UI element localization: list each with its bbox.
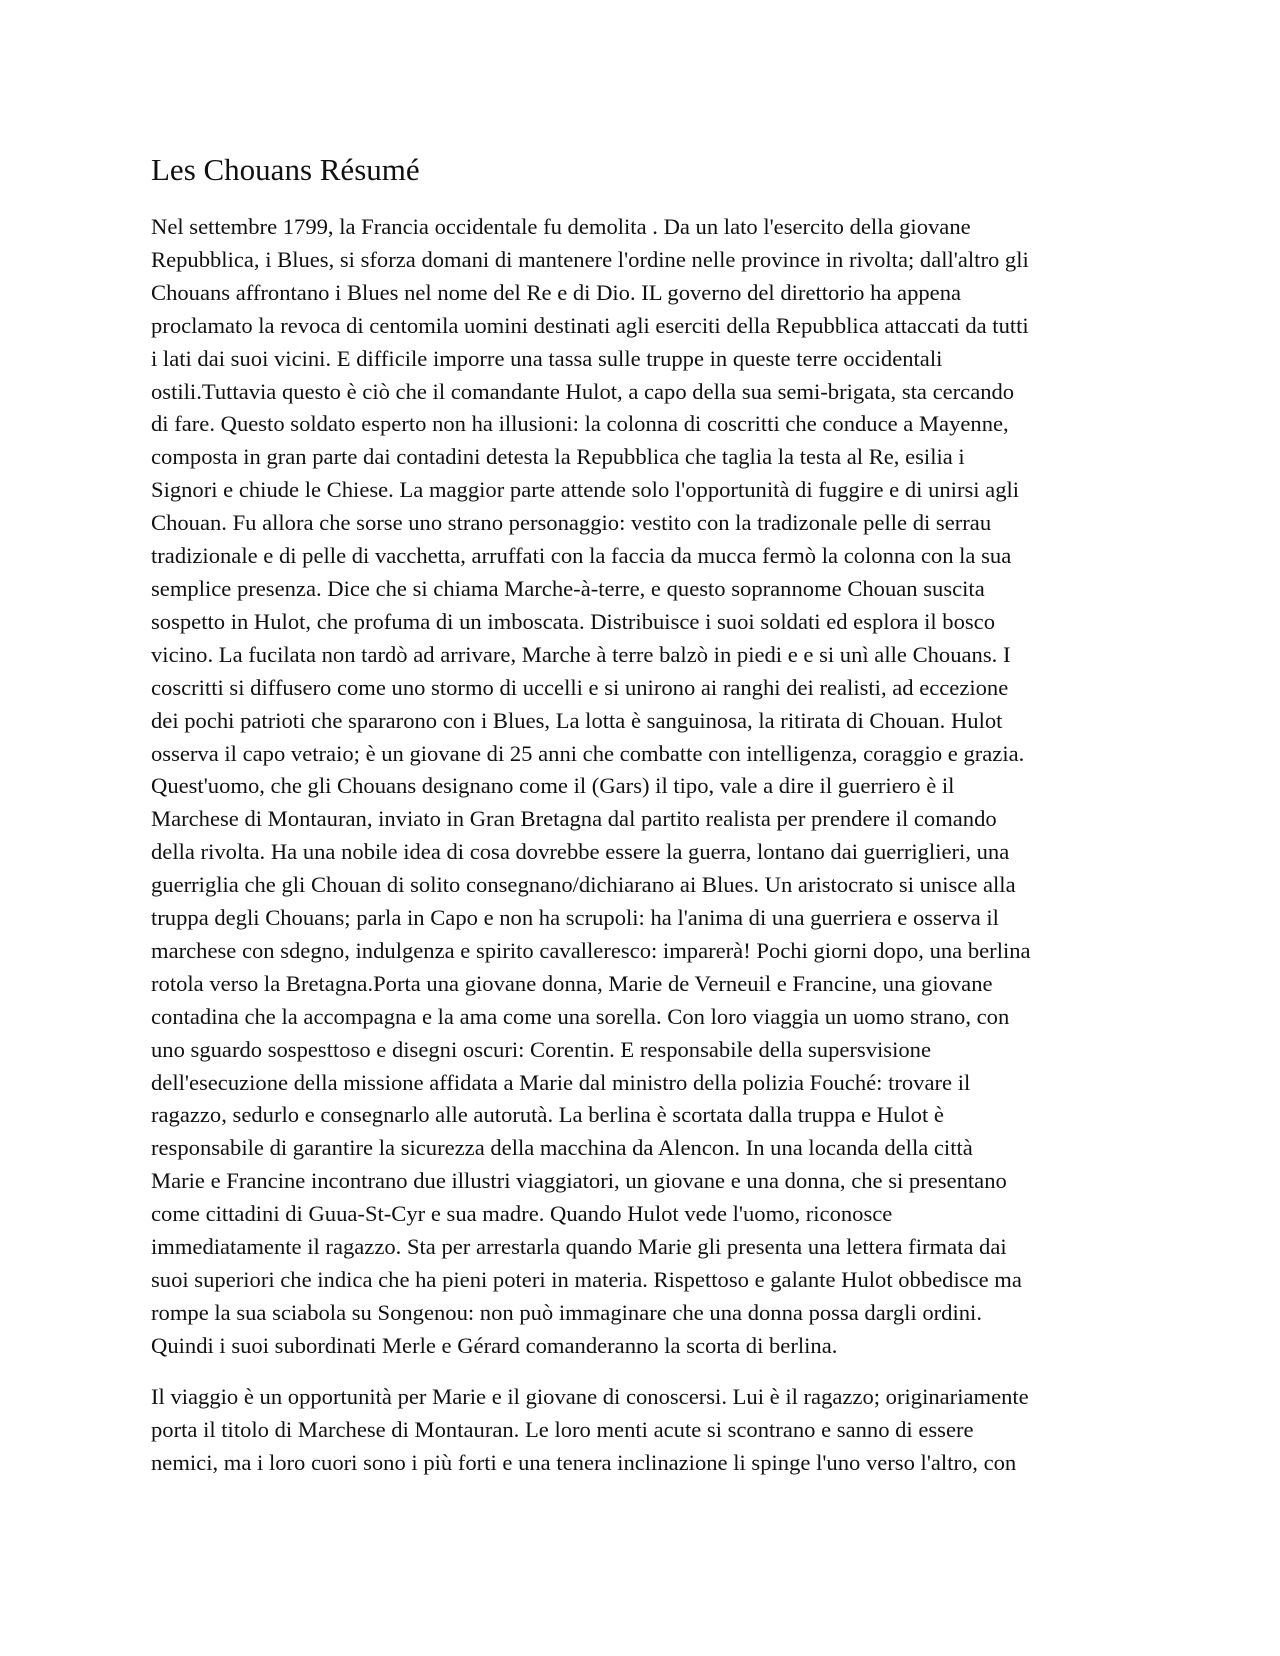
- text-line: uno sguardo sospesttoso e disegni oscuri: Corentin. E responsabile della supersvisione: [151, 1036, 931, 1062]
- text-line: sospetto in Hulot, che profuma di un imboscata. Distribuisce i suoi soldati ed esplora il bosco: [151, 608, 995, 634]
- text-line: Nel settembre 1799, la Francia occidentale fu demolita . Da un lato l'esercito della giovane: [151, 214, 971, 239]
- text-line: Signori e chiude le Chiese. La maggior parte attende solo l'opportunità di fuggire e di unirsi agli: [151, 477, 1020, 503]
- text-line: contadina che la accompagna e la ama come una sorella. Con loro viaggia un uomo strano, con: [151, 1003, 1010, 1029]
- text-line: Quest'uomo, che gli Chouans designano come il (Gars) il tipo, vale a dire il guerriero è il: [151, 773, 955, 799]
- text-line: tradizionale e di pelle di vacchetta, arruffati con la faccia da mucca fermò la colonna con la sua: [151, 543, 1012, 569]
- document-title: Les Chouans Résumé: [151, 152, 420, 187]
- paragraph: [151, 211, 1138, 1363]
- text-line: semplice presenza. Dice che si chiama Marche-à-terre, e questo soprannome Chouan suscita: [151, 575, 985, 601]
- text-line: truppa degli Chouans; parla in Capo e non ha scrupoli: ha l'anima di una guerriera e osserva il: [151, 905, 999, 931]
- text-line: Chouans affrontano i Blues nel nome del Re e di Dio. IL governo del direttorio ha appena: [151, 279, 962, 305]
- text-line: come cittadini di Guua-St-Cyr e sua madre. Quando Hulot vede l'uomo, riconosce: [151, 1201, 893, 1227]
- text-line: marchese con sdegno, indulgenza e spirito cavalleresco: imparerà! Pochi giorni dopo, una berlina: [151, 937, 1031, 963]
- text-line: dell'esecuzione della missione affidata a Marie dal ministro della polizia Fouché: trovare il: [151, 1069, 971, 1095]
- text-line: coscritti si diffusero come uno stormo di uccelli e si unirono ai ranghi dei realisti, ad eccezione: [151, 674, 1009, 700]
- text-line: osserva il capo vetraio; è un giovane di 25 anni che combatte con intelligenza, coraggio e grazia.: [151, 740, 1025, 766]
- text-line: Il viaggio è un opportunità per Marie e il giovane di conoscersi. Lui è il ragazzo; originariamente: [151, 1383, 1029, 1409]
- text-line: nemici, ma i loro cuori sono i più forti e una tenera inclinazione li spinge l'uno verso l'altro, con: [151, 1449, 1017, 1475]
- text-line: porta il titolo di Marchese di Montauran. Le loro menti acute si scontrano e sanno di essere: [151, 1416, 974, 1442]
- text-line: guerriglia che gli Chouan di solito consegnano/dichiarano ai Blues. Un aristocrato si unisce alla: [151, 872, 1016, 898]
- text-line: Marie e Francine incontrano due illustri viaggiatori, un giovane e una donna, che si presentano: [151, 1168, 1007, 1194]
- text-line: dei pochi patrioti che spararono con i Blues, La lotta è sanguinosa, la ritirata di Chouan. Hulot: [151, 707, 1003, 733]
- text-line: Quindi i suoi subordinati Merle e Gérard comanderanno la scorta di berlina.: [151, 1332, 838, 1358]
- text-line: Marchese di Montauran, inviato in Gran Bretagna dal partito realista per prendere il comando: [151, 806, 997, 832]
- text-line: ostili.Tuttavia questo è ciò che il comandante Hulot, a capo della sua semi-brigata, sta cercando: [151, 378, 1015, 404]
- document-body: [151, 150, 1138, 1497]
- paragraph: [151, 1381, 1138, 1480]
- text-line: composta in gran parte dai contadini detesta la Repubblica che taglia la testa al Re, esilia i: [151, 444, 965, 470]
- text-line: rotola verso la Bretagna.Porta una giovane donna, Marie de Verneuil e Francine, una giovane: [151, 970, 993, 996]
- text-line: suoi superiori che indica che ha pieni poteri in materia. Rispettoso e galante Hulot obbedisce ma: [151, 1267, 1022, 1292]
- text-line: responsabile di garantire la sicurezza della macchina da Alencon. In una locanda della città: [151, 1135, 973, 1161]
- text-line: rompe la sua sciabola su Songenou: non può immaginare che una donna possa dargli ordini.: [151, 1299, 982, 1325]
- text-line: di fare. Questo soldato esperto non ha illusioni: la colonna di coscritti che conduce a Mayenne,: [151, 411, 1009, 437]
- text-line: proclamato la revoca di centomila uomini destinati agli eserciti della Repubblica attaccati da tutti: [151, 312, 1029, 338]
- text-line: Chouan. Fu allora che sorse uno strano personaggio: vestito con la tradizonale pelle di serrau: [151, 510, 992, 536]
- text-line: della rivolta. Ha una nobile idea di cosa dovrebbe essere la guerra, lontano dai guerriglieri, una: [151, 839, 1010, 865]
- text-line: Repubblica, i Blues, si sforza domani di mantenere l'ordine nelle province in rivolta; dall'altro gli: [151, 246, 1029, 272]
- text-line: i lati dai suoi vicini. E difficile imporre una tassa sulle truppe in queste terre occidentali: [151, 345, 943, 371]
- text-line: immediatamente il ragazzo. Sta per arrestarla quando Marie gli presenta una lettera firmata dai: [151, 1234, 1007, 1260]
- text-line: ragazzo, sedurlo e consegnarlo alle autorutà. La berlina è scortata dalla truppa e Hulot è: [151, 1102, 944, 1128]
- text-line: vicino. La fucilata non tardò ad arrivare, Marche à terre balzò in piedi e e si unì alle Chouans. I: [151, 641, 1011, 667]
- paragraph-container: [151, 211, 1138, 1479]
